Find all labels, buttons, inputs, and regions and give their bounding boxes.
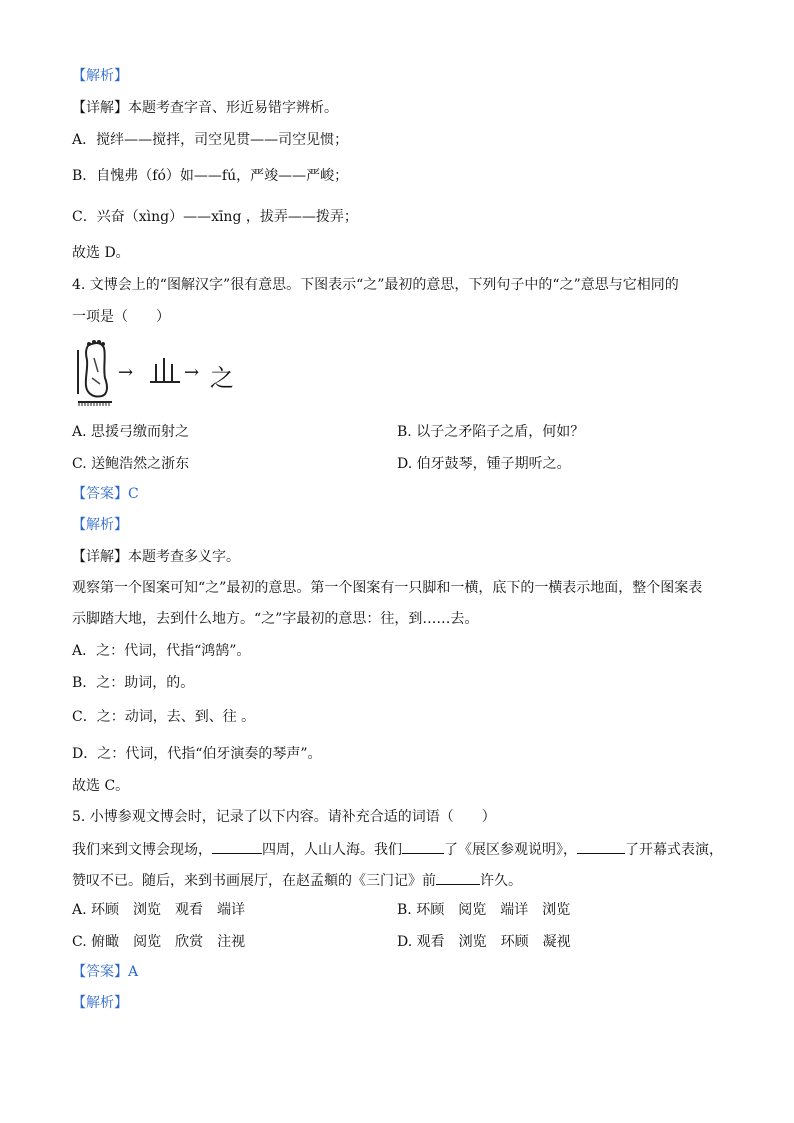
q4-explanation-line1: 观察第一个图案可知“之”最初的意思。第一个图案有一只脚和一横，底下的一横表示地面，整个图案表: [72, 580, 703, 596]
q4-explanation-line2: 示脚踏大地，去到什么地方。“之”字最初的意思：往，到……去。: [72, 611, 479, 627]
q4-explain-d: D．之：代词，代指“伯牙演奏的琴声”。: [72, 746, 322, 762]
q4-stem-line1: 4. 文博会上的“图解汉字”很有意思。下图表示“之”最初的意思，下列句子中的“之”意思与它相同的: [72, 277, 679, 293]
seal-zhi-glyph-icon: [150, 358, 180, 382]
q5-text-6: 许久。: [480, 873, 522, 889]
q4-option-d: D. 伯牙鼓琴，锺子期听之。: [397, 456, 571, 472]
q5-option-c: C. 俯瞰 阅览 欣赏 注视: [72, 934, 246, 950]
q4-analysis-heading: 【解析】: [72, 517, 128, 533]
arrow-1: →: [118, 362, 134, 383]
blank-3: [577, 839, 625, 854]
q5-option-b: B. 环顾 阅览 端详 浏览: [397, 902, 571, 918]
q5-option-a: A. 环顾 浏览 观看 端详: [72, 902, 246, 918]
q5-stem: 5. 小博参观文博会时，记录了以下内容。请补充合适的词语（ ）: [72, 809, 496, 825]
q5-text-3: 了《展区参观说明》，: [444, 842, 577, 858]
q5-analysis-heading: 【解析】: [72, 995, 128, 1011]
q5-text-2: 四周，人山人海。我们: [262, 842, 402, 858]
q5-passage-line2: [72, 870, 522, 890]
q5-text-5: 赞叹不已。随后，来到书画展厅，在赵孟頫的《三门记》前: [72, 873, 436, 889]
q4-option-b: B. 以子之矛陷子之盾，何如？: [397, 424, 585, 440]
q5-option-d: D. 观看 浏览 环顾 凝视: [397, 934, 571, 950]
explanation-a: A．搅绊——搅拌，司空见贯——司空见惯；: [72, 132, 349, 148]
q5-passage-line1: [72, 839, 723, 859]
detail-line: 【详解】本题考查字音、形近易错字辨析。: [72, 100, 338, 116]
explanation-c: C．兴奋（xìng）——xīng ，拔弄——拨弄；: [72, 209, 358, 225]
q4-detail: 【详解】本题考查多义字。: [72, 549, 240, 565]
q4-option-a: A. 思援弓缴而射之: [72, 424, 190, 440]
arrow-2: →: [184, 362, 200, 383]
q4-explain-b: B．之：助词，的。: [72, 675, 195, 691]
q5-text-1: 我们来到文博会现场，: [72, 842, 212, 858]
modern-zhi-char: 之: [210, 364, 234, 392]
analysis-heading: 【解析】: [72, 68, 128, 84]
q4-answer: 【答案】C: [72, 486, 139, 502]
blank-1: [212, 839, 262, 854]
q4-stem-line2: 一项是（ ）: [72, 309, 170, 325]
q4-conclusion: 故选 C。: [72, 778, 130, 794]
q4-explain-c: C．之：动词，去、到、往 。: [72, 709, 256, 725]
explanation-b: B．自愧弗（fó）如——fú，严竣——严峻；: [72, 168, 349, 184]
zhi-evolution-figure: [72, 338, 242, 410]
q5-text-4: 了开幕式表演，: [625, 842, 723, 858]
q4-option-c: C. 送鲍浩然之浙东: [72, 456, 190, 472]
blank-4: [436, 870, 480, 885]
q5-answer: 【答案】A: [72, 964, 139, 980]
q4-explain-a: A．之：代词，代指“鸿鹄”。: [72, 643, 251, 659]
blank-2: [402, 839, 444, 854]
conclusion-line: 故选 D。: [72, 245, 130, 261]
